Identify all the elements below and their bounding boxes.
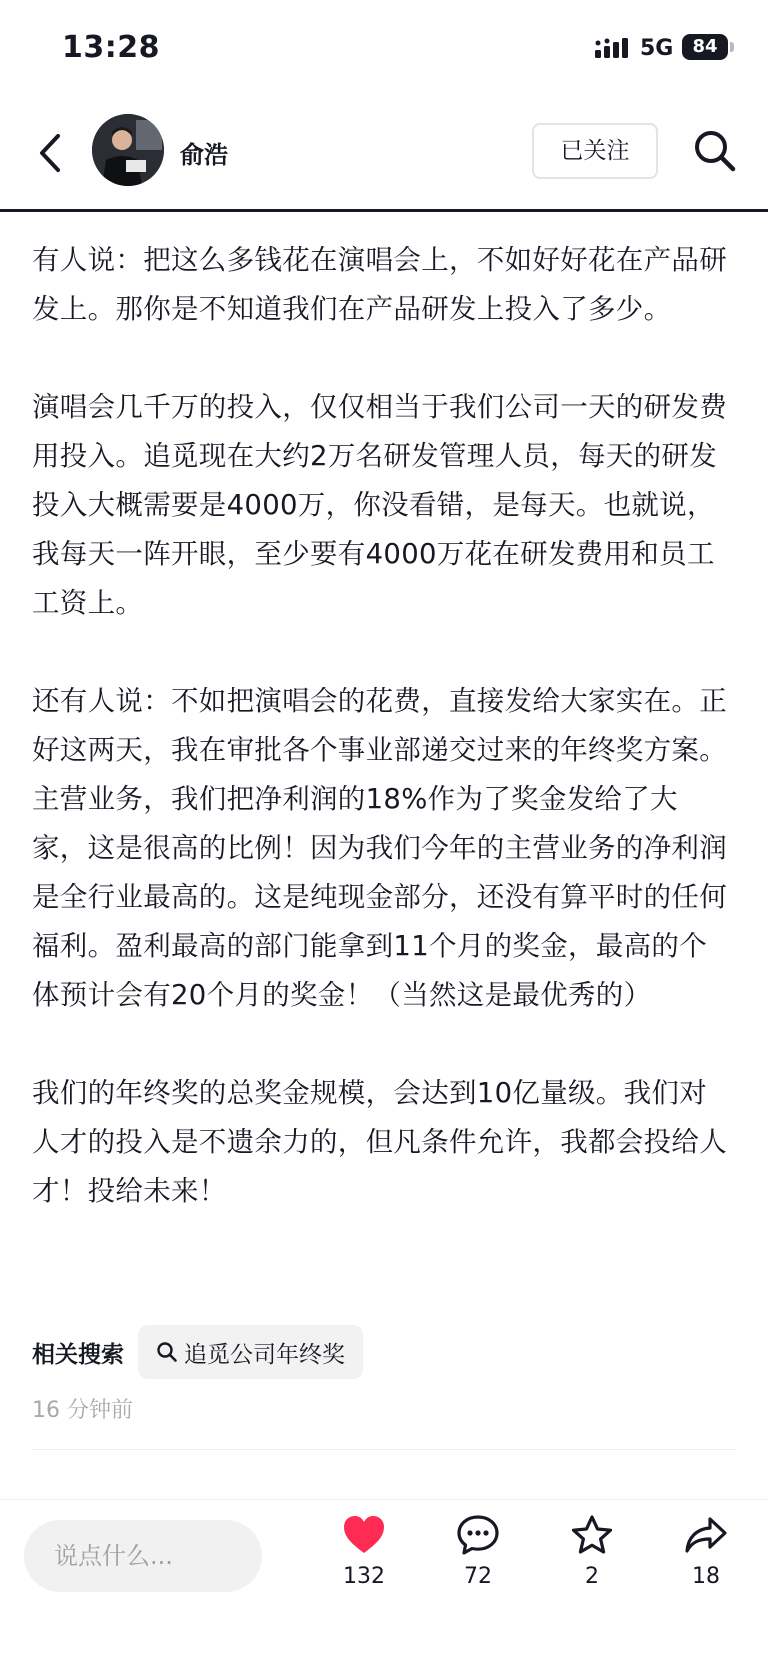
battery-cap (730, 42, 734, 52)
search-small-icon (156, 1341, 178, 1363)
comment-icon (456, 1514, 500, 1556)
following-button[interactable]: 已关注 (532, 123, 658, 179)
post-timestamp: 16 分钟前 (32, 1398, 133, 1423)
post-paragraph: 演唱会几千万的投入，仅仅相当于我们公司一天的研发费用投入。追觅现在大约2万名研发管理人员，每天的研发投入大概需要是4000万，你没看错，是每天。也就说，我每天一阵开眼，至少要有4000万花在研发费用和员工工资上。 (32, 391, 727, 619)
avatar[interactable] (92, 114, 164, 186)
post-paragraph: 我们的年终奖的总奖金规模，会达到10亿量级。我们对人才的投入是不遗余力的，但凡条件允许，我都会投给人才！投给未来！ (32, 1077, 727, 1207)
battery-icon: 84 (682, 34, 728, 60)
like-count: 132 (343, 1564, 385, 1589)
comment-input[interactable] (24, 1520, 262, 1592)
post-content (32, 236, 732, 1216)
comment-count: 72 (464, 1564, 492, 1589)
back-icon[interactable] (30, 128, 70, 178)
share-button[interactable] (666, 1514, 746, 1614)
comment-button[interactable] (438, 1514, 518, 1614)
favorite-button[interactable] (552, 1514, 632, 1614)
like-button[interactable] (324, 1514, 404, 1614)
avatar-photo (92, 114, 164, 186)
related-search (32, 1325, 363, 1379)
search-icon[interactable] (692, 128, 738, 174)
share-count: 18 (692, 1564, 720, 1589)
favorite-count: 2 (585, 1564, 599, 1589)
signal-icon (595, 38, 631, 58)
profile-header (0, 100, 768, 212)
related-search-label: 相关搜索 (32, 1341, 124, 1368)
share-icon (684, 1514, 728, 1556)
related-search-chip[interactable] (138, 1325, 363, 1379)
divider (32, 1449, 736, 1450)
status-bar (0, 0, 768, 100)
post-paragraph: 还有人说：不如把演唱会的花费，直接发给大家实在。正好这两天，我在审批各个事业部递交过来的年终奖方案。主营业务，我们把净利润的18%作为了奖金发给了大家，这是很高的比例！因为我们今年的主营业务的净利润是全行业最高的。这是纯现金部分，还没有算平时的任何福利。盈利最高的部门能拿到11个月的奖金，最高的个体预计会有20个月的奖金！（当然这是最优秀的） (32, 685, 727, 1011)
username[interactable]: 俞浩 (180, 141, 228, 169)
bottom-action-bar (0, 1500, 768, 1663)
related-search-query: 追觅公司年终奖 (184, 1341, 345, 1368)
status-time: 13:28 (62, 30, 160, 65)
post-paragraph: 有人说：把这么多钱花在演唱会上，不如好好花在产品研发上。那你是不知道我们在产品研发上投入了多少。 (32, 244, 727, 325)
star-icon (570, 1514, 614, 1556)
heart-icon (342, 1514, 386, 1556)
network-label: 5G (640, 36, 674, 61)
